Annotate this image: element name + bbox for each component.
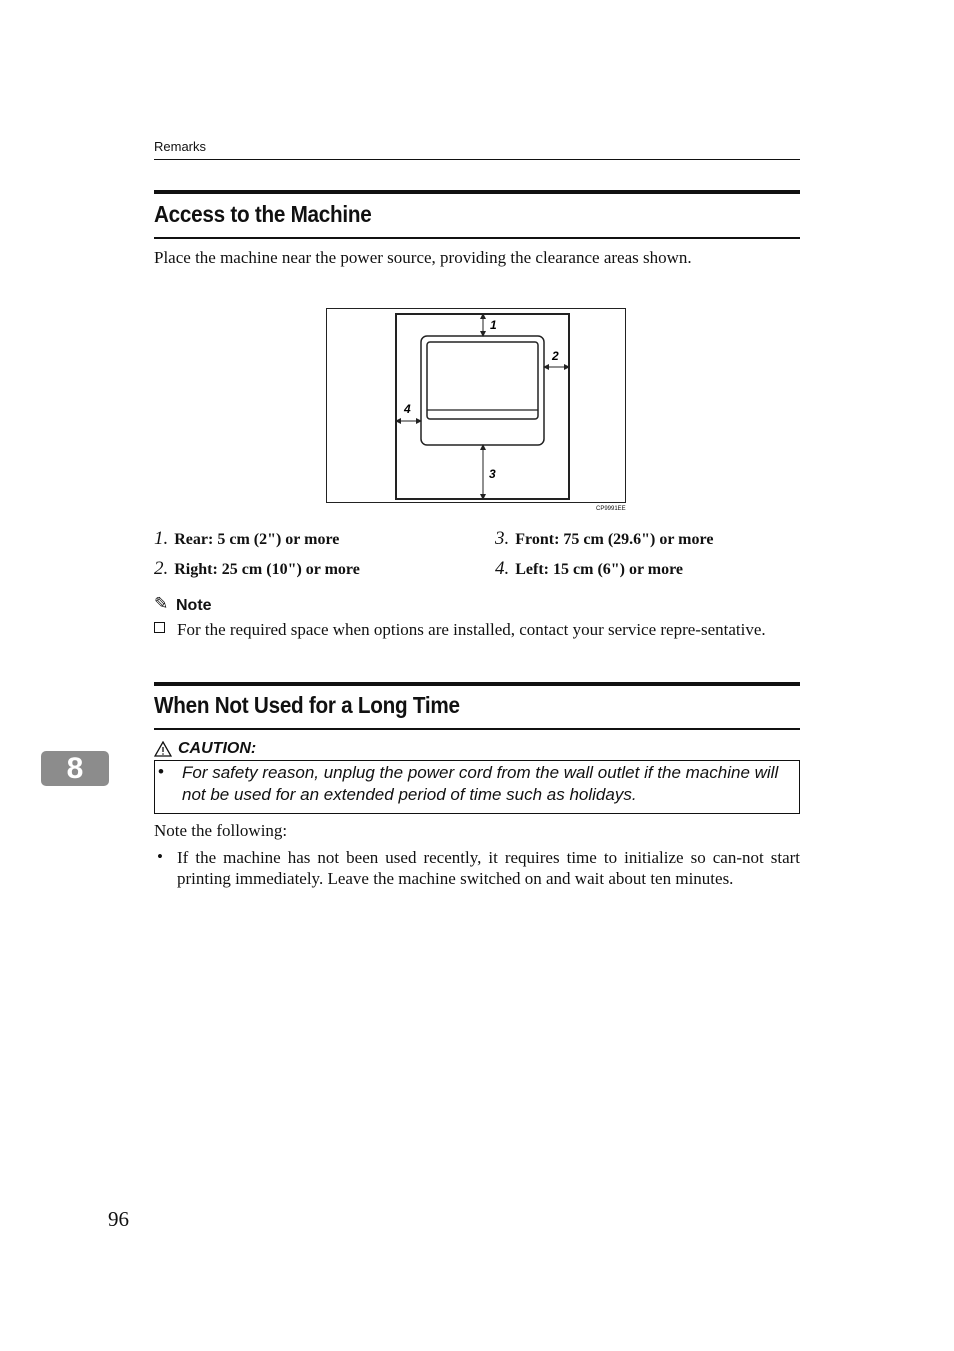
item-number: 3.: [495, 528, 510, 549]
note-label: Note: [176, 597, 212, 614]
machine-top-panel: [427, 342, 538, 419]
diagram-label-1: 1: [490, 318, 497, 332]
item-text: Front: 75 cm (29.6") or more: [515, 531, 714, 548]
clearance-diagram-svg: [327, 309, 627, 504]
machine-outline: [421, 336, 544, 445]
item-text: Right: 25 cm (10") or more: [174, 561, 360, 578]
clearance-item-3: [495, 528, 713, 550]
item-number: 1.: [154, 528, 169, 549]
section-top-rule: [154, 190, 800, 194]
note-text: For the required space when options are installed, contact your service repre-sentative.: [177, 620, 766, 639]
section-title-underline: [154, 728, 800, 730]
item-text: Left: 15 cm (6") or more: [515, 561, 684, 578]
section-title-underline: [154, 237, 800, 239]
pencil-icon: ✎: [154, 594, 169, 613]
clearance-item-2: [154, 558, 360, 580]
section-title-long-time: When Not Used for a Long Time: [154, 692, 460, 718]
bullet-icon: •: [157, 847, 163, 866]
caution-label: CAUTION:: [178, 740, 257, 757]
item-number: 4.: [495, 558, 510, 579]
long-time-bullet: If the machine has not been used recently, it requires time to initialize so can-not start printing immediately. Leave the machine switched on and wait about ten minutes.: [177, 848, 800, 888]
access-intro: Place the machine near the power source, providing the clearance areas shown.: [154, 248, 692, 267]
section-top-rule: [154, 682, 800, 686]
diagram-label-2: 2: [552, 349, 559, 363]
section-title-access: Access to the Machine: [154, 201, 372, 227]
clearance-diagram: [326, 308, 626, 503]
diagram-label-3: 3: [489, 467, 496, 481]
running-header: Remarks: [154, 139, 207, 154]
diagram-label-4: 4: [404, 402, 411, 416]
header-divider: [154, 159, 800, 160]
page-number: 96: [108, 1207, 129, 1231]
long-time-intro: Note the following:: [154, 821, 288, 840]
caution-text: For safety reason, unplug the power cord from the wall outlet if the machine will not be used for an extended period of time such as holidays.: [182, 763, 779, 804]
chapter-tab: 8: [41, 751, 109, 786]
item-number: 2.: [154, 558, 169, 579]
bullet-icon: •: [158, 762, 164, 781]
clearance-item-4: [495, 558, 683, 580]
warning-icon: [154, 741, 174, 759]
clearance-item-1: [154, 528, 339, 550]
item-text: Rear: 5 cm (2") or more: [174, 531, 340, 548]
figure-code: CP9991EE: [596, 506, 626, 512]
checkbox-icon: [154, 622, 165, 633]
